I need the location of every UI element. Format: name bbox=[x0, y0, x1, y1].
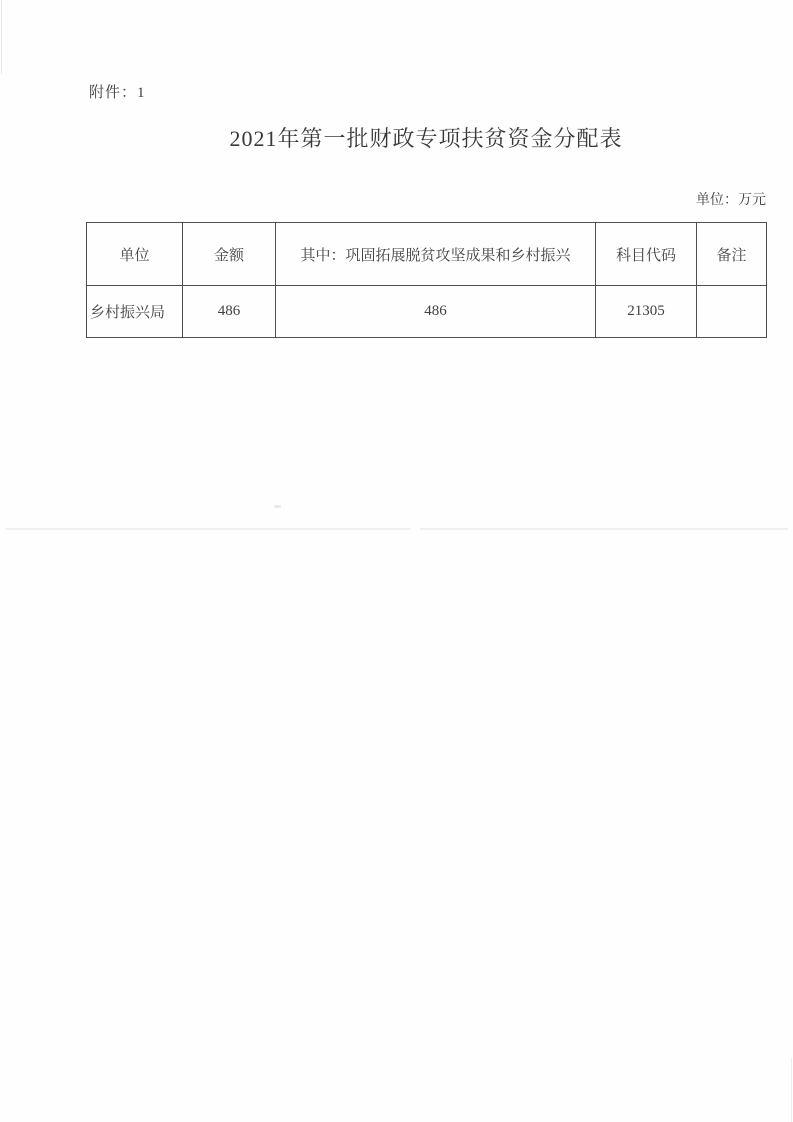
table-header-of-which: 其中：巩固拓展脱贫攻坚成果和乡村振兴 bbox=[276, 223, 596, 286]
cell-of-which: 486 bbox=[276, 286, 596, 338]
table-row bbox=[87, 286, 767, 338]
allocation-table bbox=[86, 222, 767, 338]
table-header-amount: 金额 bbox=[183, 223, 276, 286]
cell-subject-code: 21305 bbox=[596, 286, 697, 338]
scan-speck-artifact bbox=[274, 505, 281, 508]
scan-line-artifact bbox=[420, 528, 788, 530]
scan-edge-artifact-right bbox=[791, 1058, 792, 1122]
table-header-remarks: 备注 bbox=[697, 223, 767, 286]
table-header-unit: 单位 bbox=[87, 223, 183, 286]
cell-amount: 486 bbox=[183, 286, 276, 338]
attachment-label: 附件：1 bbox=[89, 85, 146, 101]
cell-remarks bbox=[697, 286, 767, 338]
scan-edge-artifact-left bbox=[1, 0, 2, 74]
unit-note: 单位：万元 bbox=[696, 193, 766, 208]
scan-line-artifact bbox=[6, 528, 410, 530]
cell-unit: 乡村振兴局 bbox=[87, 286, 183, 338]
table-header-subject-code: 科目代码 bbox=[596, 223, 697, 286]
page-title: 2021年第一批财政专项扶贫资金分配表 bbox=[229, 126, 623, 151]
table-header-row bbox=[87, 223, 767, 286]
